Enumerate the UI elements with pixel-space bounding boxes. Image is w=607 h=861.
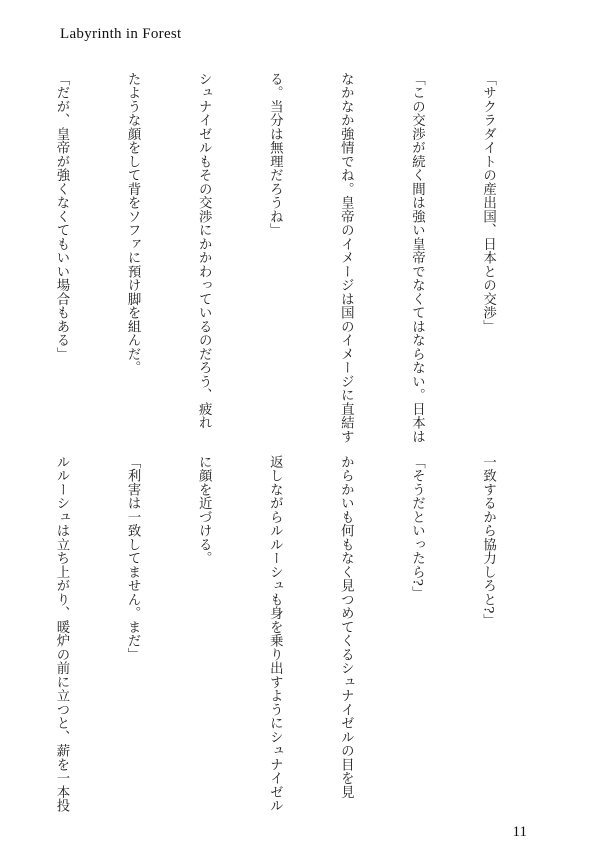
text-line: たような顔をして背をソファに預け脚を組んだ。 — [125, 72, 141, 375]
text-line — [0, 455, 2, 800]
page-number: 11 — [512, 824, 527, 840]
book-title: Labyrinth in Forest — [60, 26, 182, 42]
text-line: ルルーシュは立ち上がり、暖炉の前に立つと、薪を一本投 — [53, 455, 69, 813]
text-line: 一致するから協力しろと?」 — [480, 455, 496, 628]
text-line: る。当分は無理だろうね」 — [267, 72, 283, 237]
text-line: シュナイゼルもその交渉にかかわっているのだろう、疲れ — [196, 72, 212, 430]
text-line: 「だが、皇帝が強くなくてもいい場合もある」 — [53, 72, 69, 361]
text-block-top — [12, 72, 547, 444]
text-line: 「そうだといったら?」 — [409, 455, 425, 601]
text-line: 返しながらルルーシュも身を乗り出すようにシュナイゼル — [267, 455, 283, 813]
text-line: 「サクラダイトの産出国、日本との交渉」 — [480, 72, 496, 334]
text-line: からかいも何もなく見つめてくるシュナイゼルの目を見 — [338, 455, 354, 799]
text-block-bottom — [12, 455, 547, 813]
text-line: 「利害は一致してません。まだ」 — [125, 455, 141, 662]
text-line: 「この交渉が続く間は強い皇帝でなくてはならない。日本は — [409, 72, 425, 444]
text-line — [0, 72, 2, 410]
text-line: に顔を近づける。 — [196, 455, 212, 565]
text-line: なかなか強情でね。皇帝のイメージは国のイメージに直結す — [338, 72, 354, 444]
